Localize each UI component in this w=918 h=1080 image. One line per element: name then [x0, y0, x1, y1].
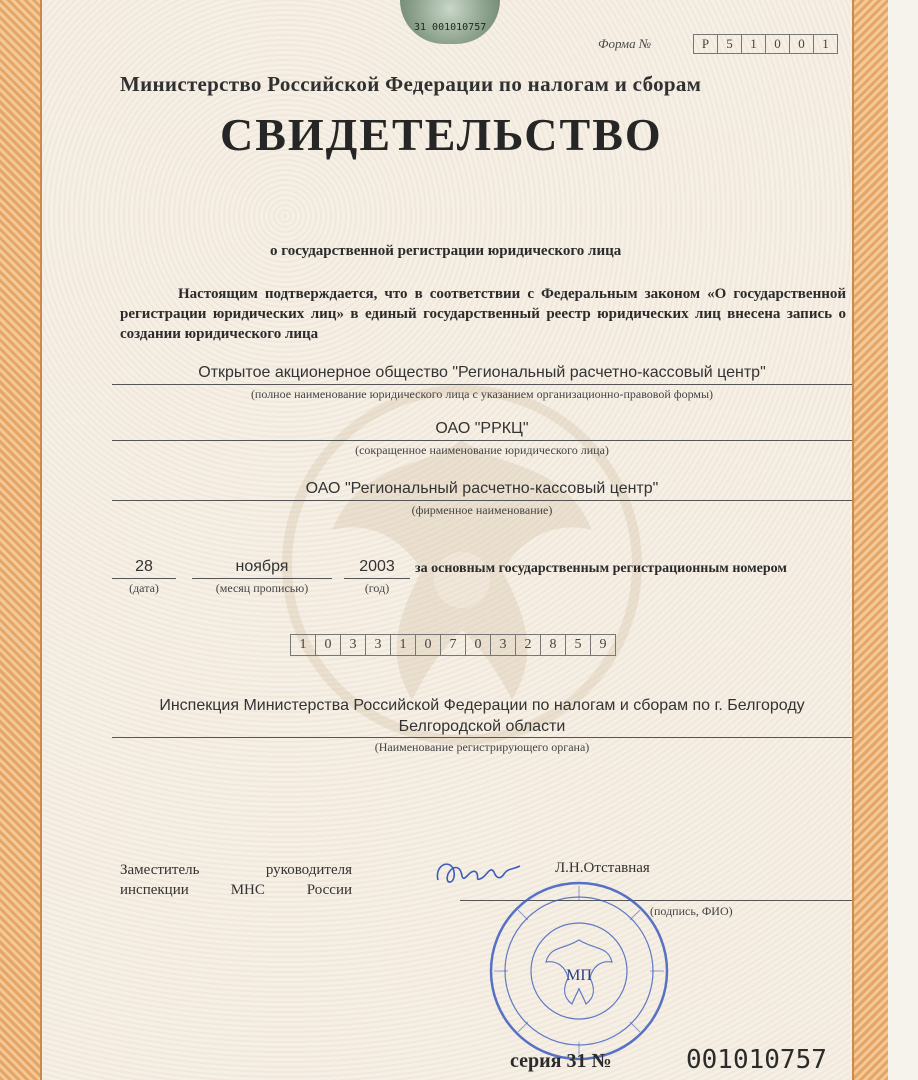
signatory-title: Заместитель руководителя инспекции МНС России: [120, 862, 352, 898]
ogrn-digit: 2: [515, 634, 540, 656]
date-year-caption: (год): [364, 581, 390, 595]
firm-name-value: ОАО "Региональный расчетно-кассовый центр": [305, 480, 659, 497]
date-month-value: ноября: [235, 558, 289, 575]
date-day-underline: [112, 578, 176, 579]
form-code-cells: [693, 34, 838, 54]
series-label: серия 31 №: [510, 1050, 612, 1072]
full-name-caption: (полное наименование юридического лица с указанием организационно-правовой формы): [250, 387, 714, 401]
short-name-underline: [112, 440, 852, 441]
form-code-cell: Р: [693, 34, 717, 54]
ogrn-digit: 8: [540, 634, 565, 656]
full-name-value: Открытое акционерное общество "Региональный расчетно-кассовый центр": [198, 364, 766, 381]
short-name-caption: (сокращенное наименование юридического лица): [355, 443, 609, 457]
form-code-cell: 1: [813, 34, 838, 54]
date-month-underline: [192, 578, 332, 579]
authority-name-line2: Белгородской области: [398, 718, 566, 735]
ogrn-digit: 9: [590, 634, 616, 656]
ogrn-digit: 1: [390, 634, 415, 656]
firm-name-underline: [112, 500, 852, 501]
ogrn-digit: 0: [315, 634, 340, 656]
ministry-heading: Министерство Российской Федерации по налогам и сборам: [120, 72, 702, 96]
ogrn-digit: 5: [565, 634, 590, 656]
form-code-cell: 5: [717, 34, 741, 54]
date-day-value: 28: [135, 558, 153, 575]
ogrn-digit: 7: [440, 634, 465, 656]
form-code-cell: 0: [765, 34, 789, 54]
document-subtitle: о государственной регистрации юридического лица: [270, 243, 622, 259]
short-name-value: ОАО "РРКЦ": [435, 420, 529, 437]
ogrn-digit: 1: [290, 634, 315, 656]
official-seal-stamp-icon: [488, 880, 670, 1062]
document-title: СВИДЕТЕЛЬСТВО: [220, 109, 663, 160]
page-margin: [888, 0, 918, 1080]
form-code-cell: 0: [789, 34, 813, 54]
ogrn-digit: 3: [340, 634, 365, 656]
form-code-cell: 1: [741, 34, 765, 54]
date-month-caption: (месяц прописью): [215, 581, 309, 595]
decorative-border-right: [852, 0, 890, 1080]
ogrn-digit: 3: [490, 634, 515, 656]
date-day-caption: (дата): [129, 581, 159, 595]
signature-caption: (подпись, ФИО): [650, 904, 733, 918]
registration-number-phrase: за основным государственным регистрационным номером: [415, 561, 787, 576]
ogrn-digit: 3: [365, 634, 390, 656]
signatory-name: Л.Н.Отставная: [555, 860, 650, 876]
hologram-number: 31 001010757: [414, 22, 487, 33]
paragraph-text: Настоящим подтверждается, что в соответствии с Федеральным законом «О государственной регистрации юридических лиц» в единый государственный реестр юридических лиц внесена запись о создании юридического лица: [120, 286, 846, 342]
authority-caption: (Наименование регистрирующего органа): [374, 740, 590, 754]
ogrn-digit: 0: [415, 634, 440, 656]
ogrn-cells: [290, 634, 616, 656]
date-year-value: 2003: [359, 558, 395, 575]
full-name-underline: [112, 384, 852, 385]
authority-name-line1: Инспекция Министерства Российской Федерации по налогам и сборам по г. Белгороду: [159, 697, 805, 714]
decorative-border-left: [0, 0, 42, 1080]
form-number-label: Форма №: [598, 36, 652, 51]
stamp-label: МП: [566, 967, 592, 984]
authority-underline: [112, 737, 852, 738]
date-year-underline: [344, 578, 410, 579]
serial-number: 001010757: [686, 1045, 827, 1075]
ogrn-digit: 0: [465, 634, 490, 656]
certification-paragraph: [120, 284, 846, 344]
firm-name-caption: (фирменное наименование): [411, 503, 553, 517]
